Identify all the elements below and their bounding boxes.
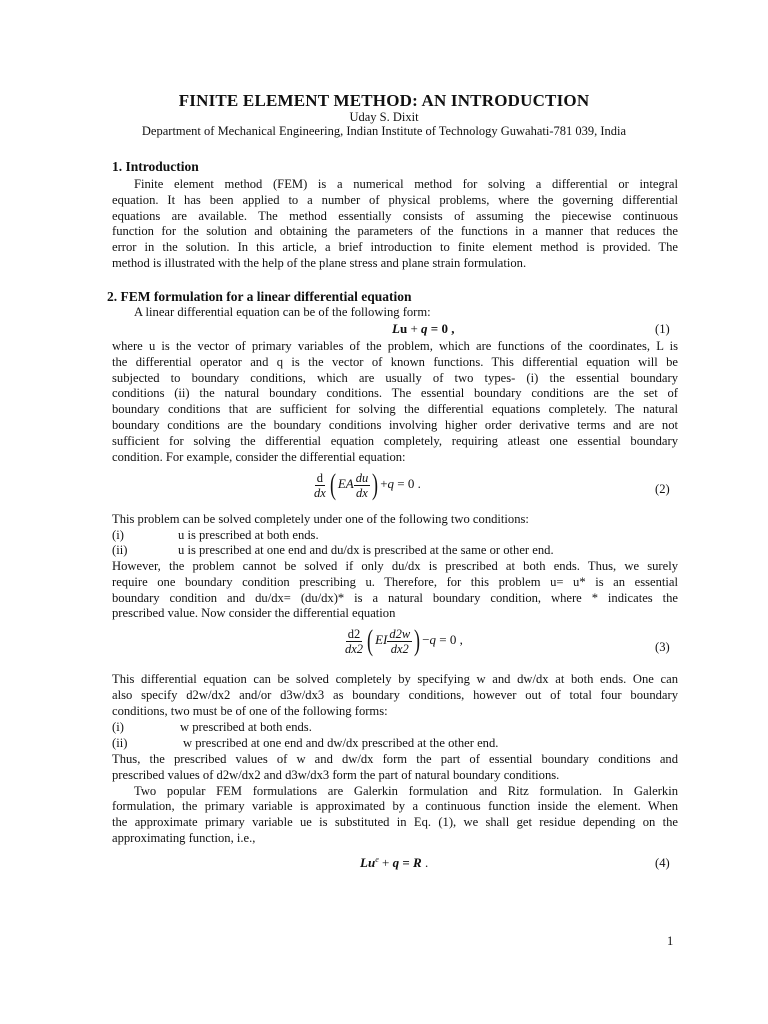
paragraph-galerkin-ritz xyxy=(112,752,678,847)
text-line: conditions, two must be of one of the following forms: xyxy=(112,703,388,718)
text-line: method is illustrated with the help of the plane stress and plane strain formulation. xyxy=(112,255,527,270)
fraction-d-dx: $\frac{d}{dx}$ xyxy=(314,470,326,500)
operator-L: L xyxy=(360,855,368,870)
text-line: This differential equation can be solved completely by specifying w and dw/dx at both ends. One can xyxy=(112,672,678,686)
equation-1 xyxy=(392,321,454,337)
text-line: require one boundary condition prescribing u. Therefore, for this problem u= u* is an essential xyxy=(112,574,678,589)
var-u: u xyxy=(399,321,408,336)
text-line: conditions (ii) the natural boundary conditions. The essential boundary conditions are the set of xyxy=(112,386,678,401)
form-ii-text: w prescribed at one end and dw/dx prescribed at the other end. xyxy=(183,736,499,750)
text-line: subjected to boundary conditions, which are usually of two types- (i) the essential boundary xyxy=(112,370,678,385)
condition-i-label: (i) xyxy=(112,528,124,542)
text-line: approximating function, i.e., xyxy=(112,830,256,845)
page-number: 1 xyxy=(667,934,674,948)
superscript-e: e xyxy=(375,855,379,864)
text-line: the differential operator and q is the vector of known functions. This differential equation will be xyxy=(112,354,678,369)
condition-ii-text: u is prescribed at one end and du/dx is prescribed at the same or other end. xyxy=(178,543,554,557)
text-line: formulation, the primary variable is approximated by a continuous function inside the element. When xyxy=(112,799,678,814)
term-EI: EI xyxy=(375,631,388,647)
residue-R: R xyxy=(413,855,422,870)
fraction-d2-dx2: $\frac{d2}{dx2}$ xyxy=(345,626,364,656)
var-q: q xyxy=(421,321,428,336)
text-line: where u is the vector of primary variables of the problem, which are functions of the coordinates, L is xyxy=(112,339,678,353)
text-line: Two popular FEM formulations are Galerkin formulation and Ritz formulation. In Galerkin xyxy=(134,783,678,798)
equation-2-number: (2) xyxy=(655,482,670,496)
equation-3-number: (3) xyxy=(655,640,670,654)
author-affiliation: Department of Mechanical Engineering, Indian Institute of Technology Guwahati-781 039, India xyxy=(141,124,627,138)
plus-sign: + xyxy=(407,321,422,336)
text-line: the approximate primary variable ue is substituted in Eq. (1), we shall get residue depending on the xyxy=(112,815,678,830)
text-line: also specify d2w/dx2 and/or d3w/dx3 as boundary conditions, however out of total four boundary xyxy=(112,687,678,702)
text-line: sufficient for solving the differential equation completely, requiring atleast one essential boundary xyxy=(112,433,678,448)
equation-4-number: (4) xyxy=(655,856,670,870)
text-line: function for the solution and obtaining the parameters of the functions in a manner that reduces the xyxy=(112,224,678,239)
text-line: Finite element method (FEM) is a numerical method for solving a differential or integral xyxy=(134,177,678,191)
equation-2: $\frac{d}{dx}$ ( EA $\frac{du}{dx}$ ) +q = 0 . xyxy=(314,468,421,501)
text-line: boundary condition and du/dx= (du/dx)* is a natural boundary condition, where * indicates the xyxy=(112,590,678,605)
text-line: error in the solution. In this article, a brief introduction to finite element method is provided. The xyxy=(112,240,678,255)
paragraph-specifying-w xyxy=(112,672,678,719)
introduction-paragraph xyxy=(112,177,678,272)
text-line: boundary conditions that are sufficient for solving the differential equations completely. The natural xyxy=(112,402,678,417)
text-line: However, the problem cannot be solved if only du/dx is prescribed at both ends. Thus, we surely xyxy=(112,559,678,573)
text-line: equation. It has been applied to a number of physical problems, where the governing differential xyxy=(112,192,678,207)
form-ii-label: (ii) xyxy=(112,736,128,750)
paper-title: FINITE ELEMENT METHOD: AN INTRODUCTION xyxy=(178,91,590,110)
text-line: prescribed value. Now consider the differential equation xyxy=(112,606,396,621)
equation-4: $Lu^e + q = R$ . xyxy=(360,855,429,870)
equation-rhs: = 0 , xyxy=(427,321,455,336)
equation-1-number: (1) xyxy=(655,322,670,336)
term-EA: EA xyxy=(337,475,354,491)
section-heading-fem-formulation: 2. FEM formulation for a linear differential equation xyxy=(107,289,412,304)
author-name: Uday S. Dixit xyxy=(349,110,419,124)
fraction-d2w-dx2: $\frac{d2w}{dx2}$ xyxy=(389,626,411,656)
fraction-du-dx: $\frac{du}{dx}$ xyxy=(355,470,369,500)
form-i-text: w prescribed at both ends. xyxy=(180,720,312,734)
intro-sentence: A linear differential equation can be of the following form: xyxy=(134,305,431,319)
conditions-sentence: This problem can be solved completely under one of the following two conditions: xyxy=(112,512,529,526)
section-heading-introduction: 1. Introduction xyxy=(112,159,199,174)
text-line: condition. For example, consider the differential equation: xyxy=(112,449,406,464)
var-u: u xyxy=(367,855,376,870)
form-i-label: (i) xyxy=(112,720,124,734)
text-line: prescribed values of d2w/dx2 and d3w/dx3 form the part of natural boundary conditions. xyxy=(112,767,560,782)
text-line: boundary conditions are the boundary conditions involving higher order derivative terms and are not xyxy=(112,417,678,432)
equation-3: $\frac{d2}{dx2}$ ( EI $\frac{d2w}{dx2}$ ) −q = 0 , xyxy=(345,624,463,657)
text-line: Thus, the prescribed values of w and dw/dx form the part of essential boundary conditions and xyxy=(112,752,678,766)
text-line: equations are available. The method essentially consists of assuming the piecewise continuous xyxy=(112,208,678,223)
paragraph-essential-natural xyxy=(112,559,678,622)
condition-i-text: u is prescribed at both ends. xyxy=(178,528,319,542)
paragraph-boundary-conditions xyxy=(112,339,678,465)
condition-ii-label: (ii) xyxy=(112,543,128,557)
operator-L: L xyxy=(392,321,400,336)
